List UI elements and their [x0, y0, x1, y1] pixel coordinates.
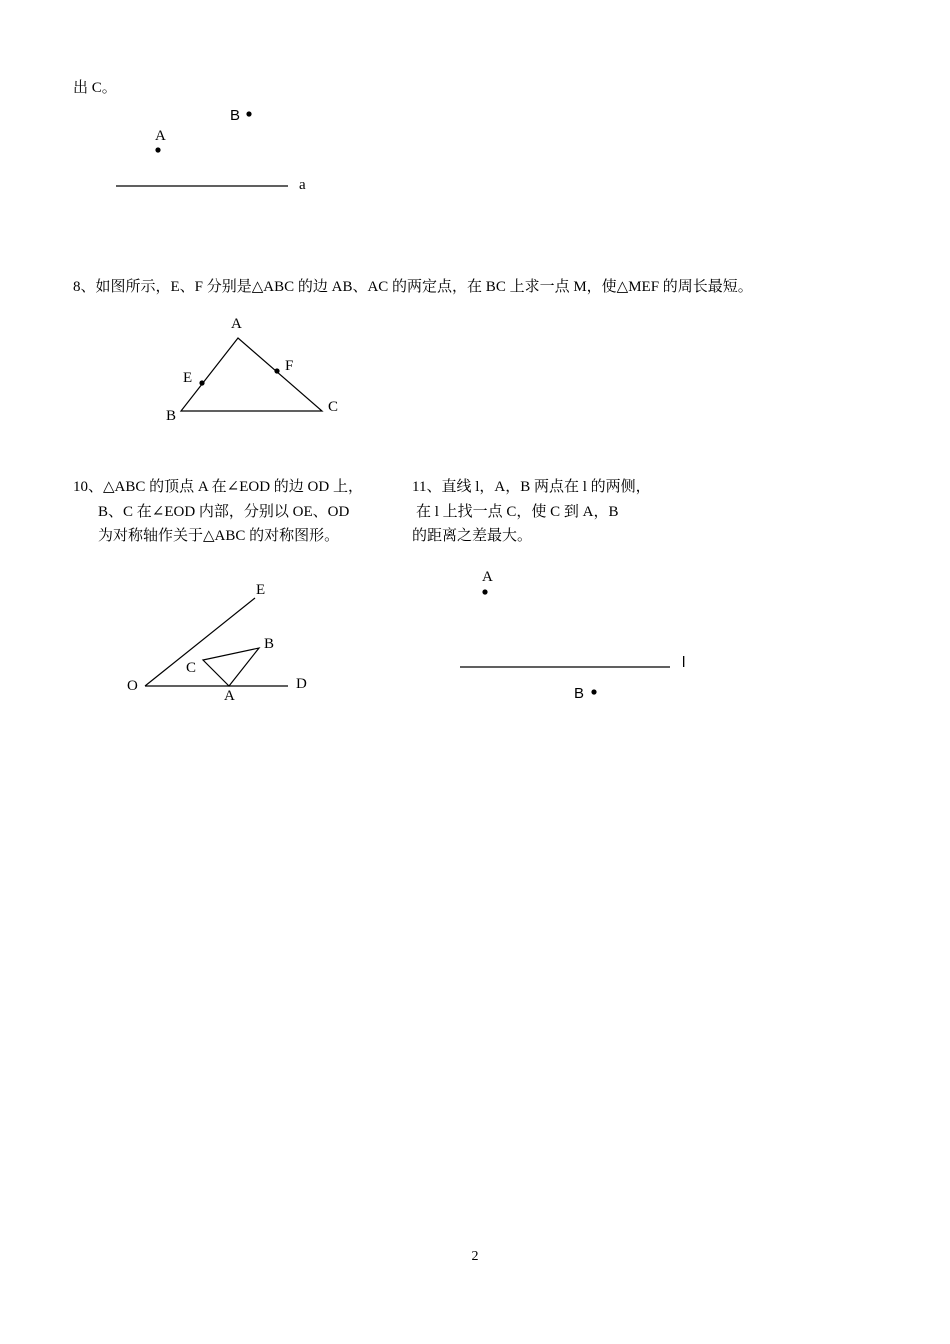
- q7-point-a-dot: [155, 147, 160, 152]
- q10-text-line2: B、C 在∠EOD 内部，分别以 OE、OD: [98, 504, 350, 520]
- q11-text-line2: 在 l 上找一点 C，使 C 到 A，B: [416, 504, 619, 520]
- q8-label-a: A: [231, 316, 242, 332]
- q7-point-b-dot: [246, 111, 251, 116]
- q10-text-line1: 10、△ABC 的顶点 A 在∠EOD 的边 OD 上，: [73, 479, 363, 495]
- q10-label-o: O: [127, 678, 138, 694]
- q7-label-line-a: a: [299, 177, 306, 193]
- q11-point-b-dot: [591, 689, 596, 694]
- q11-label-line-l: l: [682, 654, 686, 671]
- q10-ray-oe: [145, 598, 255, 686]
- page-number: 2: [471, 1249, 479, 1264]
- q7-label-b: B: [230, 107, 241, 124]
- q8-label-c: C: [328, 399, 339, 415]
- q8-point-f-dot: [274, 368, 279, 373]
- q7-label-a: A: [155, 128, 166, 144]
- q11-label-a: A: [482, 569, 493, 585]
- q10-triangle-abc: [203, 648, 259, 686]
- q8-text: 8、如图所示，E、F 分别是△ABC 的边 AB、AC 的两定点，在 BC 上求一点 M，使△MEF 的周长最短。: [73, 279, 753, 295]
- q8-point-e-dot: [199, 380, 204, 385]
- q10-label-a: A: [224, 688, 235, 704]
- q11-point-a-dot: [482, 589, 487, 594]
- q8-label-f: F: [285, 358, 294, 374]
- q11-label-b: B: [574, 685, 585, 702]
- q10-label-b: B: [264, 636, 275, 652]
- q11-text-line1: 11、直线 l，A，B 两点在 l 的两侧，: [412, 479, 651, 495]
- q8-triangle-abc: [181, 338, 322, 411]
- q7-tail-text: 出 C。: [73, 80, 117, 96]
- q10-label-d: D: [296, 676, 307, 692]
- q10-label-c: C: [186, 660, 197, 676]
- q10-text-line3: 为对称轴作关于△ABC 的对称图形。: [98, 528, 340, 544]
- q11-text-line3: 的距离之差最大。: [412, 528, 533, 544]
- q8-label-b: B: [166, 408, 177, 424]
- q10-label-e: E: [256, 582, 266, 598]
- q8-label-e: E: [183, 370, 193, 386]
